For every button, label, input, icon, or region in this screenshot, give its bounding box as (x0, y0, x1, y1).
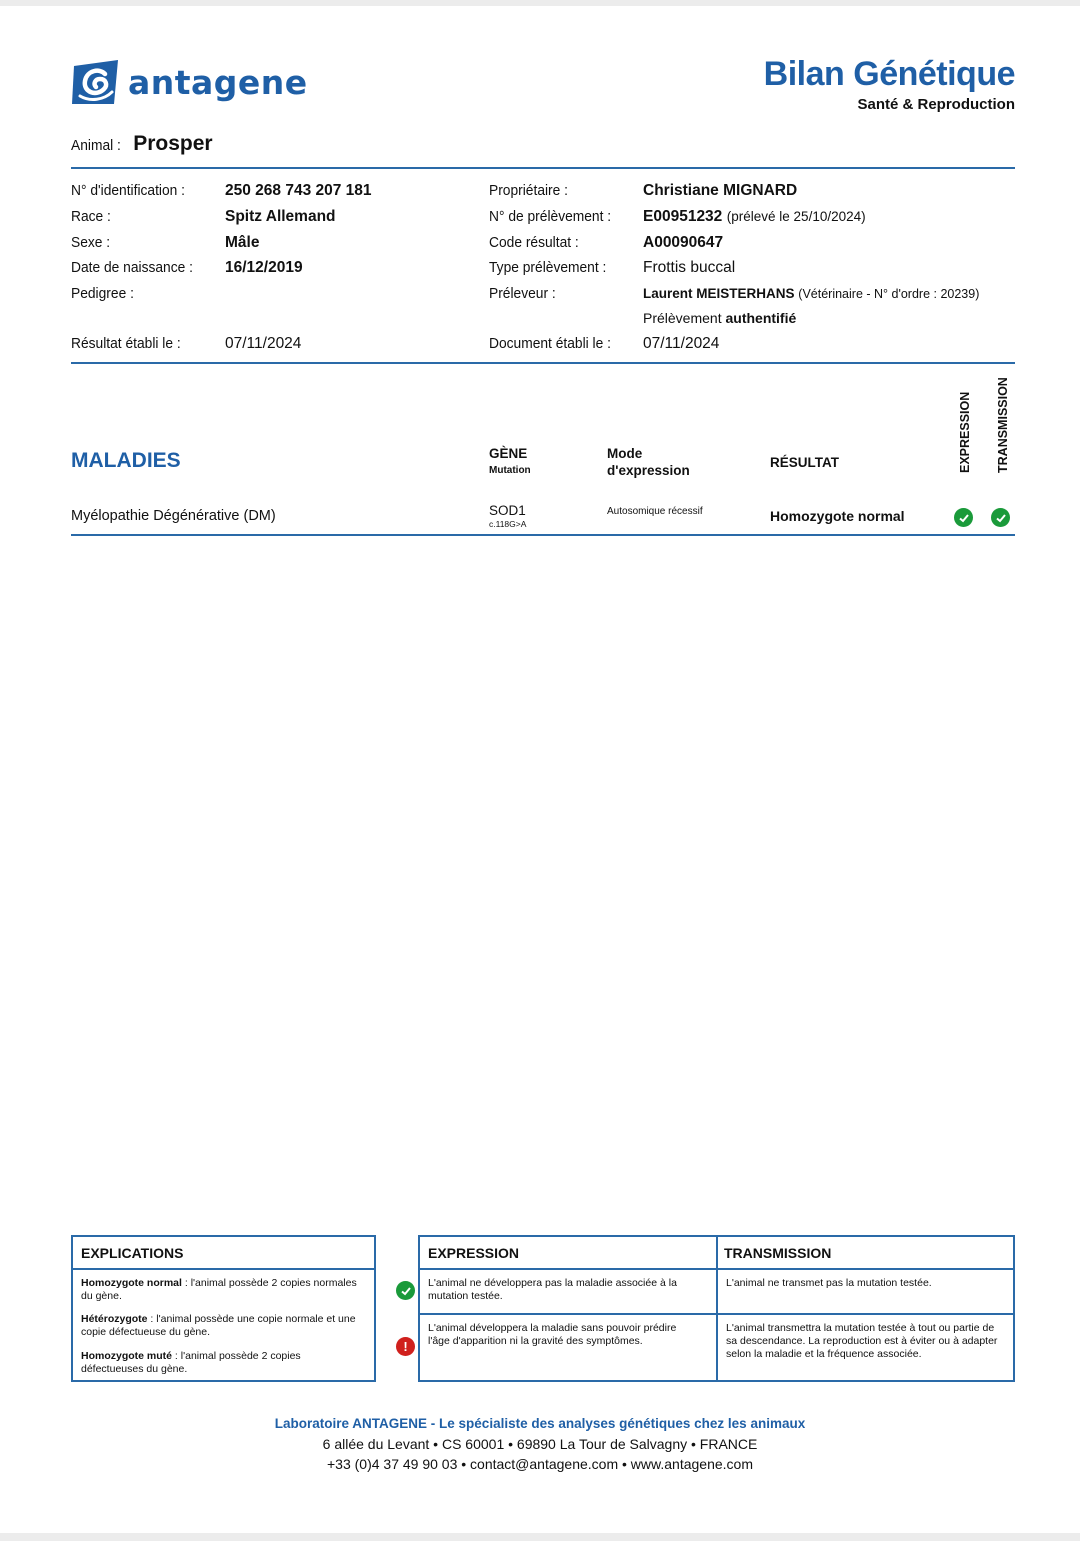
auth-line (643, 310, 796, 326)
legend-col-divider (716, 1237, 718, 1380)
auth-value: authentifié (725, 310, 797, 326)
col-mode-1: Mode (607, 446, 643, 461)
gene-name: SOD1 (489, 503, 526, 518)
antagene-logo (70, 56, 308, 108)
legend-expression-2: L'animal développera la maladie sans pouvoir prédire l'âge d'apparition ni la gravité des symptômes. (428, 1322, 677, 1347)
section-title: MALADIES (71, 449, 181, 472)
col-mode-2: d'expression (607, 463, 690, 478)
expression-check-icon (954, 508, 973, 527)
preleveur-note: (Vétérinaire - N° d'ordre : 20239) (798, 287, 980, 301)
id-label: N° d'identification : (71, 182, 186, 199)
auth-prefix: Prélèvement (643, 310, 722, 326)
footer-address: 6 allée du Levant • CS 60001 • 69890 La Tour de Salvagny • FRANCE (322, 1436, 758, 1452)
legend-transmission-1: L'animal ne transmet pas la mutation testée. (726, 1277, 932, 1289)
sexe-value: Mâle (225, 234, 260, 251)
legend-warning-icon: ! (396, 1337, 415, 1356)
pedigree-label: Pedigree : (71, 285, 134, 302)
disease-name: Myélopathie Dégénérative (DM) (71, 508, 276, 524)
col-result: RÉSULTAT (770, 455, 839, 470)
page-subtitle: Santé & Reproduction (857, 96, 1015, 113)
preleveur-label: Préleveur : (489, 285, 556, 302)
page-title: Bilan Génétique (763, 55, 1015, 93)
mode-value: Autosomique récessif (607, 506, 703, 517)
prelev-line (643, 208, 866, 226)
prelev-note: (prélevé le 25/10/2024) (726, 209, 866, 224)
legend-transmission-title: TRANSMISSION (724, 1245, 832, 1261)
explications-title: EXPLICATIONS (73, 1237, 374, 1270)
transmission-check-icon (991, 508, 1010, 527)
prelev-value: E00951232 (643, 208, 723, 225)
legend-check-icon (396, 1281, 415, 1300)
logo-text: antagene (128, 62, 308, 102)
col-mutation: Mutation (489, 465, 531, 476)
explications-box (71, 1235, 376, 1382)
result-date-value: 07/11/2024 (225, 335, 302, 352)
owner-label: Propriétaire : (489, 182, 569, 199)
legend-transmission-2: L'animal transmettra la mutation testée à tout ou partie de sa descendance. La reproduction est à éviter ou à adapter selon la maladie et la fréquence associée. (726, 1322, 998, 1360)
footer-contact: +33 (0)4 37 49 90 03 • contact@antagene.com • www.antagene.com (326, 1456, 753, 1472)
race-label: Race : (71, 208, 111, 225)
col-expression: EXPRESSION (958, 391, 972, 473)
top-band (0, 0, 1080, 6)
sexe-label: Sexe : (71, 234, 111, 251)
divider (71, 167, 1015, 169)
preleveur-value: Laurent MEISTERHANS (643, 286, 795, 301)
legend-box (418, 1235, 1015, 1382)
owner-value: Christiane MIGNARD (643, 182, 798, 199)
type-label: Type prélèvement : (489, 259, 607, 276)
mutation-name: c.118G>A (489, 519, 527, 529)
antagene-logo-icon (70, 56, 122, 108)
bottom-band (0, 1533, 1080, 1541)
prelev-label: N° de prélèvement : (489, 208, 612, 225)
col-gene: GÈNE (489, 446, 528, 461)
birth-value: 16/12/2019 (225, 259, 303, 276)
report-title (764, 55, 1015, 113)
preleveur-line (643, 286, 979, 301)
divider (71, 534, 1015, 536)
legend-expression-1: L'animal ne développera pas la maladie associée à la mutation testée. (428, 1277, 677, 1302)
animal-line (71, 132, 213, 156)
result-date-label: Résultat établi le : (71, 335, 181, 352)
type-value: Frottis buccal (643, 259, 736, 276)
footer-tagline: Laboratoire ANTAGENE - Le spécialiste des analyses génétiques chez les animaux (274, 1416, 806, 1431)
legend-expression-title: EXPRESSION (420, 1237, 1013, 1270)
legend-row-divider (420, 1313, 1013, 1315)
animal-label: Animal : (71, 137, 121, 154)
divider (71, 362, 1015, 364)
result-value: Homozygote normal (770, 508, 905, 524)
explication-item: Homozygote normal : l'animal possède 2 copies normales du gène. (81, 1277, 357, 1302)
race-value: Spitz Allemand (225, 208, 336, 225)
code-value: A00090647 (643, 234, 724, 251)
explication-item: Homozygote muté : l'animal possède 2 copies défectueuses du gène. (81, 1350, 301, 1375)
animal-name: Prosper (133, 132, 213, 155)
id-value: 250 268 743 207 181 (225, 182, 372, 199)
doc-date-value: 07/11/2024 (643, 335, 720, 352)
code-label: Code résultat : (489, 234, 579, 251)
birth-label: Date de naissance : (71, 259, 193, 276)
col-transmission: TRANSMISSION (996, 377, 1010, 473)
doc-date-label: Document établi le : (489, 335, 611, 352)
explication-item: Hétérozygote : l'animal possède une copie normale et une copie défectueuse du gène. (81, 1313, 356, 1338)
